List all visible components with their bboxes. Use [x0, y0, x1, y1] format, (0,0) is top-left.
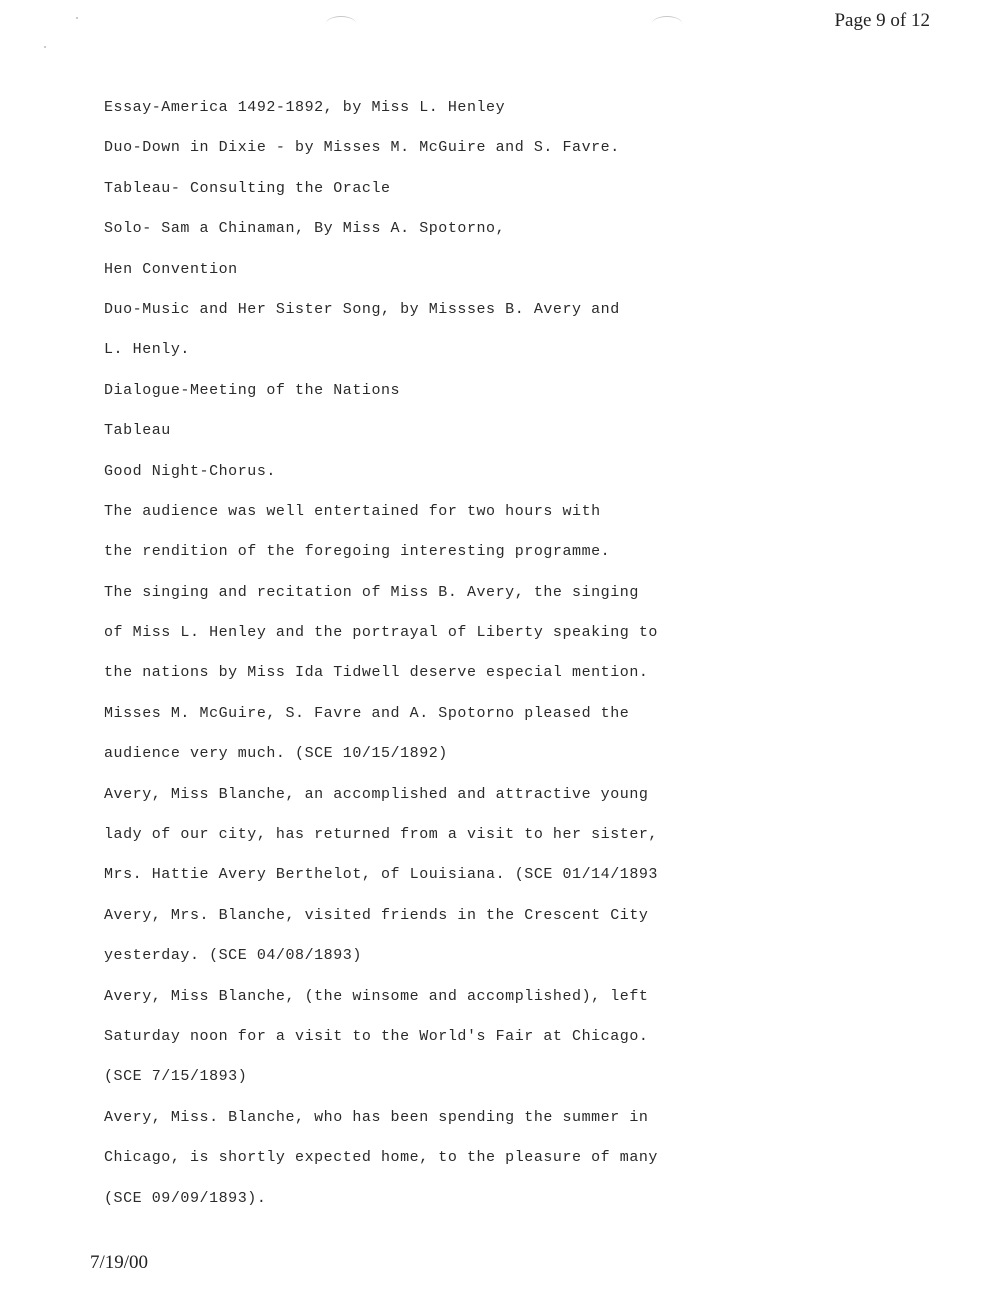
text-line: the nations by Miss Ida Tidwell deserve especial mention.	[104, 664, 649, 682]
footer-date: 7/19/00	[90, 1252, 149, 1273]
text-line: Hen Convention	[104, 260, 238, 278]
scan-speck	[76, 17, 78, 19]
document-body	[104, 98, 658, 1229]
text-line: Solo- Sam a Chinaman, By Miss A. Spotorno,	[104, 220, 506, 238]
text-line: Avery, Miss. Blanche, who has been spending the summer in	[104, 1108, 649, 1126]
punch-hole-mark-left	[326, 16, 356, 31]
text-line: yesterday. (SCE 04/08/1893)	[104, 947, 362, 965]
text-line: of Miss L. Henley and the portrayal of Liberty speaking to	[104, 624, 658, 642]
text-line: audience very much. (SCE 10/15/1892)	[104, 745, 448, 763]
text-line: The singing and recitation of Miss B. Avery, the singing	[104, 583, 639, 601]
text-line: Avery, Miss Blanche, (the winsome and accomplished), left	[104, 987, 649, 1005]
text-line: Duo-Music and Her Sister Song, by Missses B. Avery and	[104, 300, 620, 318]
text-line: Tableau	[104, 422, 171, 440]
text-line: Tableau- Consulting the Oracle	[104, 179, 391, 197]
text-line: the rendition of the foregoing interesting programme.	[104, 543, 611, 561]
text-line: Avery, Miss Blanche, an accomplished and attractive young	[104, 785, 649, 803]
text-line: Saturday noon for a visit to the World's Fair at Chicago.	[104, 1027, 649, 1045]
text-line: L. Henly.	[104, 341, 190, 359]
text-line: lady of our city, has returned from a visit to her sister,	[104, 826, 658, 844]
text-line: Avery, Mrs. Blanche, visited friends in the Crescent City	[104, 906, 649, 924]
punch-hole-mark-right	[652, 16, 682, 31]
text-line: Essay-America 1492-1892, by Miss L. Henley	[104, 99, 506, 116]
text-line: Misses M. McGuire, S. Favre and A. Spotorno pleased the	[104, 704, 630, 722]
text-line: (SCE 09/09/1893).	[104, 1189, 267, 1207]
text-line: (SCE 7/15/1893)	[104, 1068, 248, 1086]
text-line: Good Night-Chorus.	[104, 462, 276, 480]
text-line: Mrs. Hattie Avery Berthelot, of Louisiana. (SCE 01/14/1893	[104, 866, 658, 884]
text-line: Dialogue-Meeting of the Nations	[104, 381, 401, 399]
text-line: The audience was well entertained for two hours with	[104, 502, 601, 520]
scan-speck	[44, 46, 46, 48]
page-number: Page 9 of 12	[834, 10, 930, 31]
text-line: Chicago, is shortly expected home, to the pleasure of many	[104, 1149, 658, 1167]
text-line: Duo-Down in Dixie - by Misses M. McGuire and S. Favre.	[104, 139, 620, 157]
